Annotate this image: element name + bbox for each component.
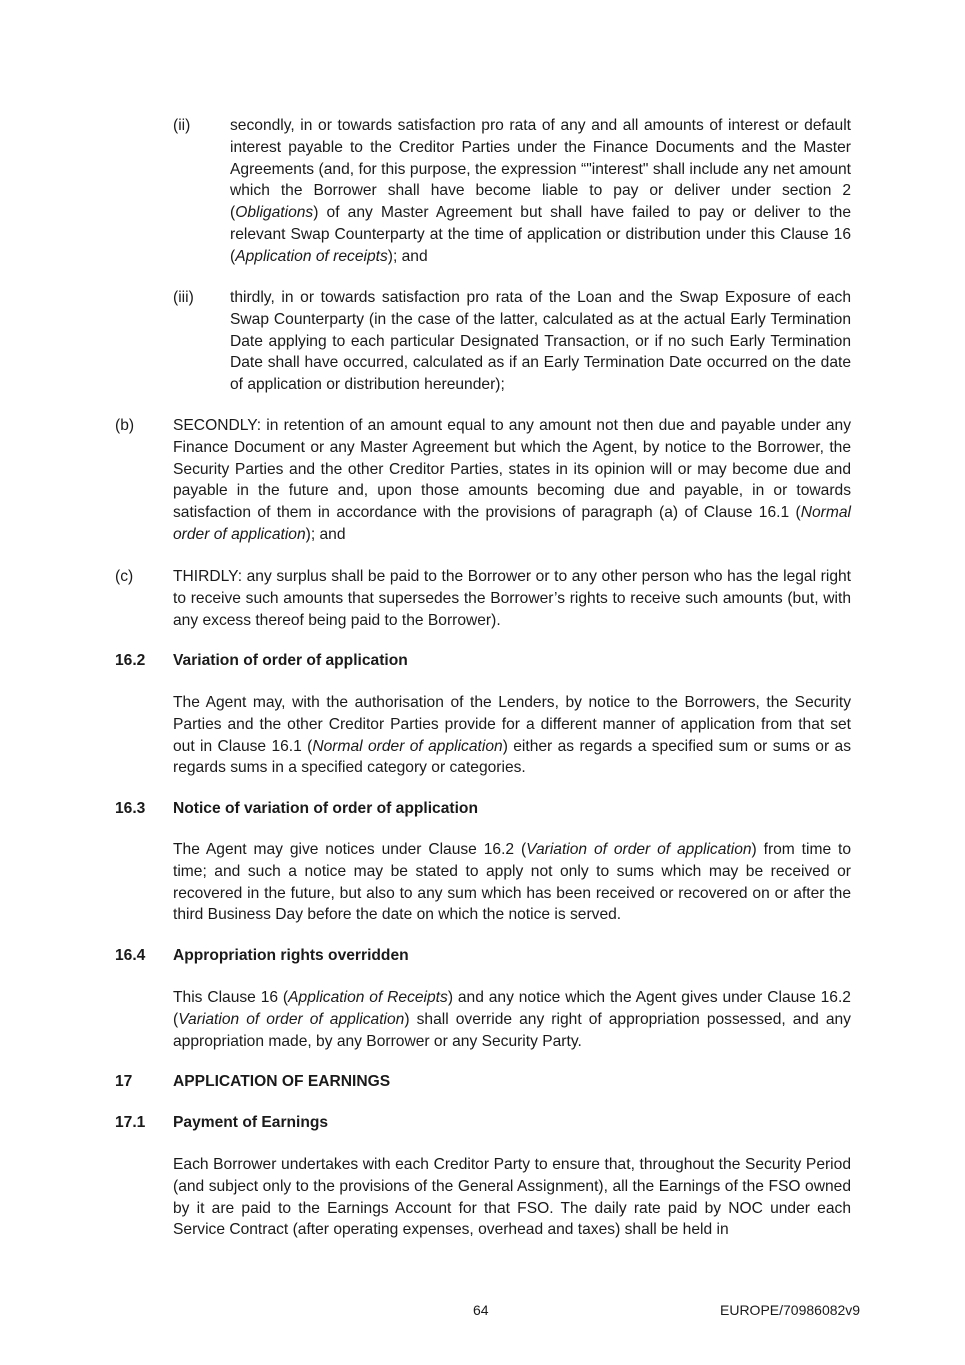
clause-number: 17 bbox=[115, 1073, 133, 1090]
clause-body-16-3: The Agent may give notices under Clause 16.2 (Variation of order of application) from time to time; and such a notice may be stated to apply not only to sums which may be received or recovered in the future, but also to any sum which has been received or recovered on or after the third Business Day before the date on which the notice is served. bbox=[173, 841, 851, 924]
paragraph-label: (b) bbox=[115, 417, 135, 434]
clause-title: Payment of Earnings bbox=[173, 1114, 329, 1131]
clause-reference: Variation of order of application bbox=[526, 841, 752, 858]
clause-reference: Application of Receipts bbox=[288, 989, 448, 1006]
clause-title: Appropriation rights overridden bbox=[173, 947, 409, 964]
clause-title: Variation of order of application bbox=[173, 652, 408, 669]
clause-body-16-2: The Agent may, with the authorisation of the Lenders, by notice to the Borrowers, the Security Parties and the other Creditor Parties provide for a different manner of application from that set out in Clause 16.1 (Normal order of application) either as regards a specified sum or sums or as regards sums in a specified category or categories. bbox=[173, 694, 852, 777]
clause-number: 17.1 bbox=[115, 1114, 146, 1131]
subparagraph-text: thirdly, in or towards satisfaction pro rata of the Loan and the Swap Exposure of each Swap Counterparty (in the case of the latter, calculated as at the actual Early Termination Date applying to each particular Designated Transaction, or if no such Early Termination Date shall have occurred, calculated as if an Early Termination Date occurred on the date of application or distribution hereunder); bbox=[230, 289, 851, 394]
clause-number: 16.4 bbox=[115, 947, 146, 964]
clause-body-17-1: Each Borrower undertakes with each Creditor Party to ensure that, throughout the Security Period (and subject only to the provisions of the General Assignment), all the Earnings of the FSO owned by it are paid to the Earnings Account for that FSO. The daily rate paid by NOC under each Service Contract (after operating expenses, overhead and taxes) shall be held in bbox=[173, 1156, 851, 1239]
document-reference: EUROPE/70986082v9 bbox=[720, 1302, 861, 1318]
clause-reference: Variation of order of application bbox=[178, 1010, 405, 1028]
paragraph-text: THIRDLY: any surplus shall be paid to the Borrower or to any other person who has the legal right to receive such amounts that supersedes the Borrower’s rights to receive such amounts (but, with any excess thereof being paid to the Borrower). bbox=[173, 568, 851, 629]
paragraph-label: (c) bbox=[115, 568, 134, 585]
subparagraph-label: (iii) bbox=[173, 289, 194, 306]
clause-reference: Normal order of application bbox=[173, 504, 851, 543]
clause-title: APPLICATION OF EARNINGS bbox=[173, 1073, 391, 1090]
clause-title: Notice of variation of order of application bbox=[173, 800, 478, 817]
clause-reference: Obligations bbox=[235, 204, 314, 222]
page-number: 64 bbox=[473, 1302, 489, 1318]
clause-body-16-4: This Clause 16 (Application of Receipts) and any notice which the Agent gives under Clause 16.2 (Variation of order of application) shall override any right of appropriation possessed, and any appropriation made, by any Borrower or any Security Party. bbox=[173, 989, 851, 1050]
subparagraph-text: secondly, in or towards satisfaction pro rata of any and all amounts of interest or default interest payable to the Creditor Parties under the Finance Documents and the Master Agreements (and, for this purpose, the expression “"interest" shall include any net amount which the Borrower shall have become liable to pay or deliver under section 2 (Obligations) of any Master Agreement but shall have failed to pay or deliver to the relevant Swap Counterparty at the time of application or distribution under this Clause 16 (Application of receipts); and bbox=[230, 117, 851, 265]
subparagraph-label: (ii) bbox=[173, 117, 191, 134]
paragraph-text: SECONDLY: in retention of an amount equal to any amount not then due and payable under any Finance Document or any Master Agreement but which the Agent, by notice to the Borrower, the Security Parties and the other Creditor Parties, states in its opinion will or may become due and payable in the future and, upon those amounts becoming due and payable, in or towards satisfaction of them in accordance with the provisions of paragraph (a) of Clause 16.1 (Normal order of application); and bbox=[173, 417, 851, 543]
clause-number: 16.3 bbox=[115, 800, 146, 817]
clause-reference: Application of receipts bbox=[235, 247, 388, 265]
clause-reference: Normal order of application bbox=[312, 737, 503, 755]
clause-number: 16.2 bbox=[115, 652, 146, 669]
